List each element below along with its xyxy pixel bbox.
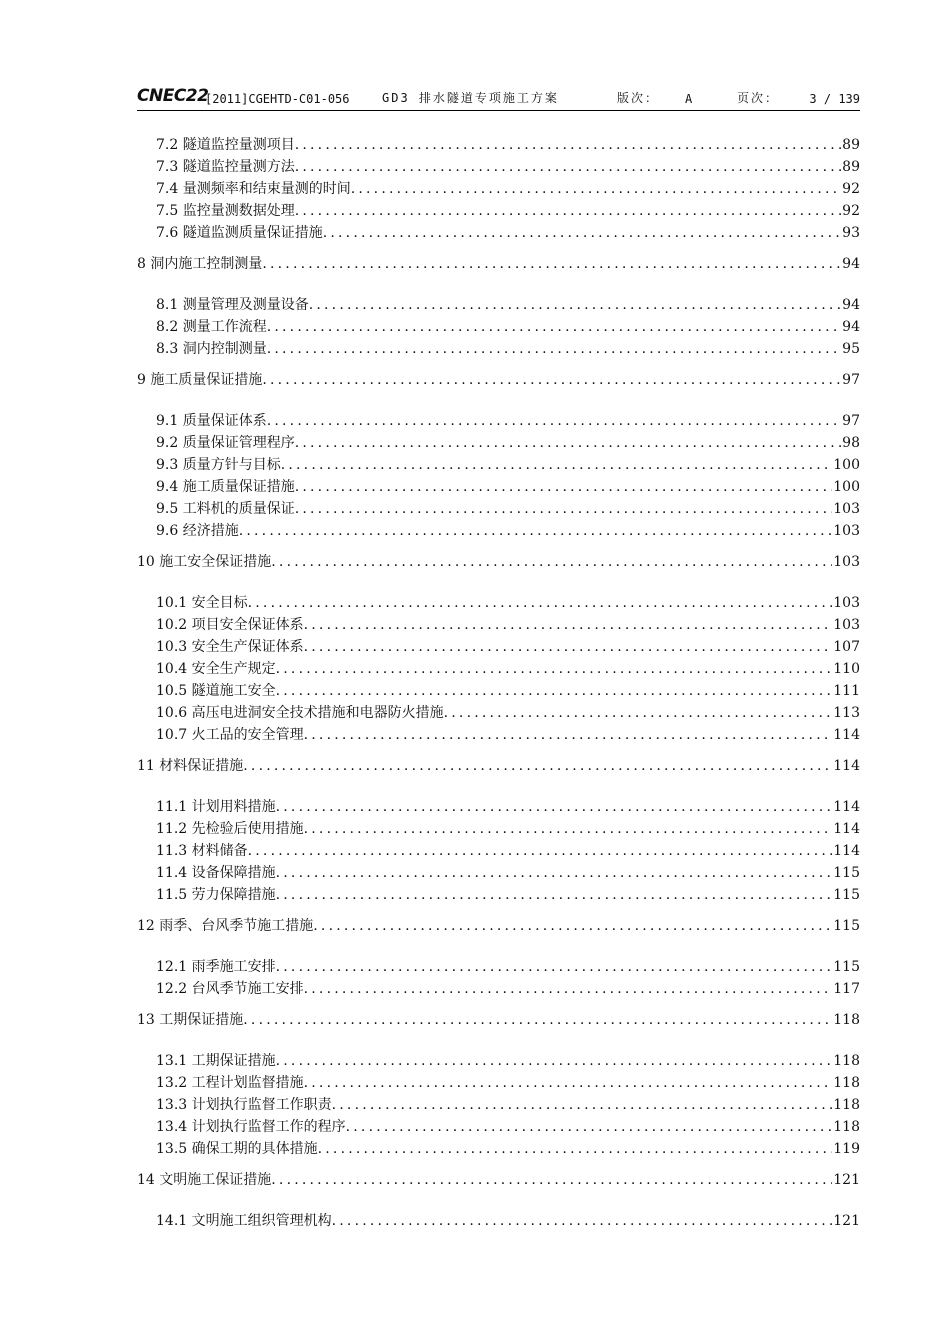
toc-entry-label: 14 文明施工保证措施 <box>137 1172 272 1188</box>
toc-dot-leader <box>351 178 841 200</box>
toc-entry-label: 8.2 测量工作流程 <box>156 319 267 335</box>
toc-entry-page: 103 <box>833 617 860 633</box>
toc-entry-page: 107 <box>833 639 860 655</box>
toc-dot-leader <box>332 1210 833 1232</box>
toc-section-entry[interactable] <box>137 702 860 724</box>
toc-entry-label: 7.6 隧道监测质量保证措施 <box>156 225 323 241</box>
toc-entry-page: 114 <box>833 821 860 837</box>
toc-dot-leader <box>304 636 833 658</box>
toc-chapter-entry[interactable] <box>137 253 860 275</box>
toc-dot-leader <box>239 520 833 542</box>
toc-dot-leader <box>295 134 841 156</box>
toc-dot-leader <box>304 614 833 636</box>
toc-dot-leader <box>281 454 833 476</box>
toc-section-entry[interactable] <box>137 178 860 200</box>
toc-section-entry[interactable] <box>137 818 860 840</box>
toc-dot-leader <box>276 884 833 906</box>
toc-section-entry[interactable] <box>137 978 860 1000</box>
table-of-contents <box>137 134 860 1232</box>
toc-dot-leader <box>267 338 841 360</box>
toc-entry-page: 94 <box>842 256 860 272</box>
toc-entry-page: 94 <box>842 297 860 313</box>
toc-dot-leader <box>295 200 841 222</box>
toc-entry-page: 114 <box>833 799 860 815</box>
toc-section-entry[interactable] <box>137 520 860 542</box>
toc-entry-page: 114 <box>833 843 860 859</box>
toc-entry-page: 92 <box>842 181 860 197</box>
toc-entry-page: 103 <box>833 554 860 570</box>
toc-chapter-entry[interactable] <box>137 369 860 391</box>
toc-dot-leader <box>304 1072 833 1094</box>
toc-entry-label: 12.2 台风季节施工安排 <box>156 981 304 997</box>
toc-section-entry[interactable] <box>137 1138 860 1160</box>
toc-entry-label: 11.2 先检验后使用措施 <box>156 821 304 837</box>
toc-entry-page: 115 <box>833 918 860 934</box>
toc-dot-leader <box>248 592 833 614</box>
toc-entry-label: 7.5 监控量测数据处理 <box>156 203 295 219</box>
page-number: 3 / 139 <box>809 92 860 106</box>
toc-dot-leader <box>323 222 841 244</box>
toc-entry-page: 119 <box>833 1141 860 1157</box>
toc-entry-page: 100 <box>833 479 860 495</box>
toc-entry-label: 10.3 安全生产保证体系 <box>156 639 304 655</box>
toc-dot-leader <box>267 410 841 432</box>
toc-section-entry[interactable] <box>137 476 860 498</box>
toc-section-entry[interactable] <box>137 636 860 658</box>
toc-entry-label: 12 雨季、台风季节施工措施 <box>137 918 314 934</box>
toc-dot-leader <box>276 796 833 818</box>
toc-section-entry[interactable] <box>137 156 860 178</box>
toc-section-entry[interactable] <box>137 592 860 614</box>
toc-entry-page: 118 <box>833 1097 860 1113</box>
toc-entry-page: 118 <box>833 1119 860 1135</box>
toc-entry-page: 115 <box>833 959 860 975</box>
toc-entry-page: 118 <box>833 1012 860 1028</box>
toc-section-entry[interactable] <box>137 862 860 884</box>
toc-dot-leader <box>271 1169 832 1191</box>
toc-entry-page: 89 <box>842 137 860 153</box>
toc-dot-leader <box>271 551 832 573</box>
toc-section-entry[interactable] <box>137 1210 860 1232</box>
company-logo: CNEC22 <box>137 86 209 106</box>
toc-chapter-entry[interactable] <box>137 1009 860 1031</box>
page-label: 页次： <box>737 91 780 105</box>
toc-entry-label: 9.3 质量方针与目标 <box>156 457 281 473</box>
toc-dot-leader <box>346 1116 833 1138</box>
toc-dot-leader <box>276 1050 833 1072</box>
toc-entry-page: 118 <box>833 1075 860 1091</box>
toc-dot-leader <box>318 1138 833 1160</box>
toc-entry-label: 11.1 计划用料措施 <box>156 799 276 815</box>
toc-entry-label: 13.3 计划执行监督工作职责 <box>156 1097 332 1113</box>
toc-entry-page: 94 <box>842 319 860 335</box>
toc-entry-label: 10.2 项目安全保证体系 <box>156 617 304 633</box>
toc-entry-label: 9.1 质量保证体系 <box>156 413 267 429</box>
toc-section-entry[interactable] <box>137 956 860 978</box>
toc-entry-page: 89 <box>842 159 860 175</box>
toc-entry-label: 11.4 设备保障措施 <box>156 865 276 881</box>
toc-entry-page: 114 <box>833 727 860 743</box>
toc-section-entry[interactable] <box>137 338 860 360</box>
toc-section-entry[interactable] <box>137 294 860 316</box>
toc-entry-label: 13.1 工期保证措施 <box>156 1053 276 1069</box>
toc-dot-leader <box>276 956 833 978</box>
toc-section-entry[interactable] <box>137 796 860 818</box>
page-header <box>137 86 860 111</box>
toc-entry-label: 8.1 测量管理及测量设备 <box>156 297 309 313</box>
toc-entry-page: 103 <box>833 595 860 611</box>
toc-entry-page: 103 <box>833 523 860 539</box>
toc-entry-label: 9.5 工料机的质量保证 <box>156 501 295 517</box>
toc-entry-label: 8 洞内施工控制测量 <box>137 256 263 272</box>
toc-section-entry[interactable] <box>137 614 860 636</box>
toc-section-entry[interactable] <box>137 316 860 338</box>
toc-entry-page: 103 <box>833 501 860 517</box>
toc-entry-page: 97 <box>842 372 860 388</box>
toc-dot-leader <box>295 156 841 178</box>
toc-dot-leader <box>248 840 833 862</box>
toc-dot-leader <box>295 432 841 454</box>
toc-dot-leader <box>444 702 833 724</box>
toc-entry-label: 13.4 计划执行监督工作的程序 <box>156 1119 346 1135</box>
toc-entry-page: 111 <box>833 683 860 699</box>
toc-entry-label: 12.1 雨季施工安排 <box>156 959 276 975</box>
toc-entry-page: 97 <box>842 413 860 429</box>
toc-section-entry[interactable] <box>137 840 860 862</box>
toc-section-entry[interactable] <box>137 454 860 476</box>
toc-entry-label: 10.7 火工品的安全管理 <box>156 727 304 743</box>
toc-entry-page: 121 <box>833 1213 860 1229</box>
toc-chapter-entry[interactable] <box>137 1169 860 1191</box>
toc-entry-label: 10.4 安全生产规定 <box>156 661 276 677</box>
toc-section-entry[interactable] <box>137 658 860 680</box>
toc-entry-label: 10.5 隧道施工安全 <box>156 683 276 699</box>
toc-dot-leader <box>313 915 832 937</box>
toc-entry-page: 115 <box>833 887 860 903</box>
toc-entry-page: 100 <box>833 457 860 473</box>
version-label: 版次： <box>617 91 660 105</box>
toc-entry-label: 11 材料保证措施 <box>137 758 244 774</box>
toc-entry-label: 10.6 高压电进洞安全技术措施和电器防火措施 <box>156 705 444 721</box>
toc-entry-label: 10 施工安全保证措施 <box>137 554 272 570</box>
toc-section-entry[interactable] <box>137 498 860 520</box>
toc-entry-label: 13 工期保证措施 <box>137 1012 244 1028</box>
toc-entry-page: 117 <box>833 981 860 997</box>
toc-dot-leader <box>304 978 833 1000</box>
toc-dot-leader <box>243 1009 832 1031</box>
toc-entry-label: 7.4 量测频率和结束量测的时间 <box>156 181 351 197</box>
toc-chapter-entry[interactable] <box>137 915 860 937</box>
toc-entry-page: 121 <box>833 1172 860 1188</box>
toc-section-entry[interactable] <box>137 200 860 222</box>
toc-dot-leader <box>243 755 832 777</box>
toc-chapter-entry[interactable] <box>137 755 860 777</box>
toc-entry-page: 118 <box>833 1053 860 1069</box>
toc-entry-label: 9.4 施工质量保证措施 <box>156 479 295 495</box>
toc-entry-label: 13.2 工程计划监督措施 <box>156 1075 304 1091</box>
toc-entry-page: 113 <box>833 705 860 721</box>
toc-entry-label: 7.2 隧道监控量测项目 <box>156 137 295 153</box>
toc-entry-page: 114 <box>833 758 860 774</box>
toc-entry-label: 9 施工质量保证措施 <box>137 372 263 388</box>
toc-dot-leader <box>304 724 833 746</box>
toc-dot-leader <box>267 316 841 338</box>
toc-entry-label: 9.6 经济措施 <box>156 523 239 539</box>
toc-entry-page: 110 <box>833 661 860 677</box>
toc-dot-leader <box>332 1094 833 1116</box>
toc-dot-leader <box>276 680 833 702</box>
toc-dot-leader <box>276 862 833 884</box>
toc-entry-label: 14.1 文明施工组织管理机构 <box>156 1213 332 1229</box>
toc-entry-label: 11.5 劳力保障措施 <box>156 887 276 903</box>
toc-section-entry[interactable] <box>137 134 860 156</box>
document-number: [2011]CGEHTD-C01-056 <box>205 92 350 106</box>
toc-entry-page: 93 <box>842 225 860 241</box>
toc-entry-page: 95 <box>842 341 860 357</box>
toc-entry-page: 98 <box>842 435 860 451</box>
toc-entry-label: 7.3 隧道监控量测方法 <box>156 159 295 175</box>
document-title: GD3 排水隧道专项施工方案 <box>382 91 559 105</box>
toc-dot-leader <box>276 658 833 680</box>
toc-entry-label: 9.2 质量保证管理程序 <box>156 435 295 451</box>
toc-section-entry[interactable] <box>137 724 860 746</box>
toc-entry-page: 115 <box>833 865 860 881</box>
toc-entry-label: 10.1 安全目标 <box>156 595 248 611</box>
toc-entry-label: 8.3 洞内控制测量 <box>156 341 267 357</box>
toc-section-entry[interactable] <box>137 432 860 454</box>
toc-section-entry[interactable] <box>137 680 860 702</box>
toc-entry-label: 11.3 材料储备 <box>156 843 248 859</box>
toc-section-entry[interactable] <box>137 410 860 432</box>
version-value: A <box>685 92 693 106</box>
toc-section-entry[interactable] <box>137 1116 860 1138</box>
toc-section-entry[interactable] <box>137 1072 860 1094</box>
toc-section-entry[interactable] <box>137 1050 860 1072</box>
toc-dot-leader <box>295 498 833 520</box>
toc-section-entry[interactable] <box>137 884 860 906</box>
toc-dot-leader <box>295 476 833 498</box>
toc-entry-page: 92 <box>842 203 860 219</box>
toc-dot-leader <box>309 294 841 316</box>
toc-chapter-entry[interactable] <box>137 551 860 573</box>
toc-section-entry[interactable] <box>137 222 860 244</box>
toc-section-entry[interactable] <box>137 1094 860 1116</box>
toc-dot-leader <box>262 369 841 391</box>
toc-entry-label: 13.5 确保工期的具体措施 <box>156 1141 318 1157</box>
toc-dot-leader <box>304 818 833 840</box>
toc-dot-leader <box>262 253 841 275</box>
